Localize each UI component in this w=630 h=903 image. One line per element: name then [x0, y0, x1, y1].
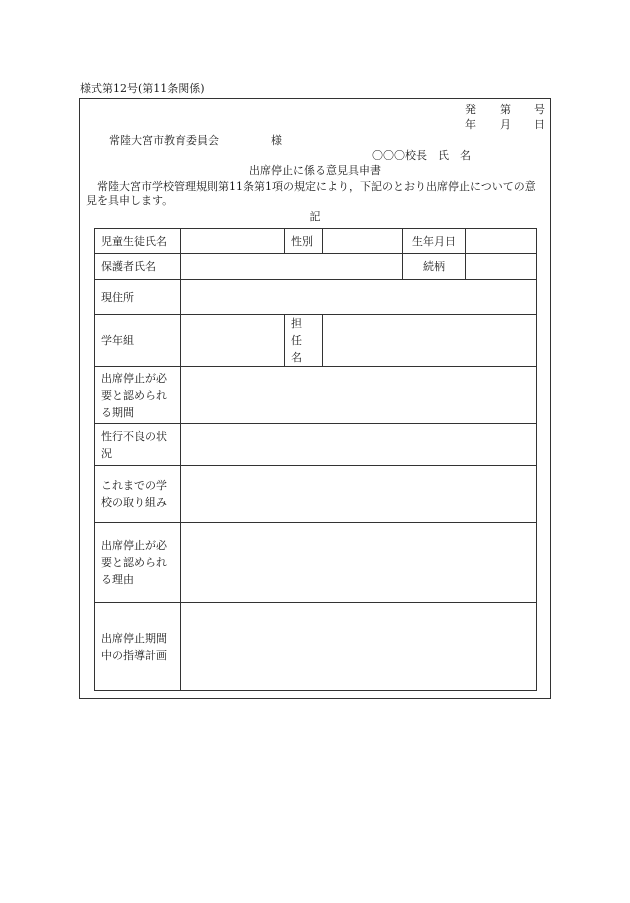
table-row [95, 280, 537, 315]
guardian-name-label: 保護者氏名 [95, 254, 181, 280]
birthdate-field[interactable] [466, 229, 537, 254]
issue-label: 発 [465, 103, 476, 116]
number-prefix-label: 第 [500, 103, 511, 116]
address-label: 現住所 [95, 280, 181, 315]
sex-label: 性別 [285, 229, 323, 254]
guidance-plan-label: 出席停止期間中の指導計画 [95, 603, 181, 691]
table-row [95, 254, 537, 280]
grade-class-field[interactable] [181, 315, 285, 367]
honorific: 様 [271, 134, 282, 147]
application-table [94, 228, 537, 691]
efforts-label: これまでの学校の取り組み [95, 466, 181, 523]
efforts-field[interactable] [181, 466, 537, 523]
guardian-name-field[interactable] [181, 254, 403, 280]
form-number-label: 様式第12号(第11条関係) [80, 82, 205, 95]
student-name-label: 児童生徒氏名 [95, 229, 181, 254]
ki-label: 記 [309, 210, 321, 223]
sender-line: 〇〇〇校長 氏 名 [372, 149, 471, 162]
birthdate-label: 生年月日 [403, 229, 466, 254]
year-label: 年 [465, 118, 476, 131]
reason-label: 出席停止が必要と認められる理由 [95, 523, 181, 603]
relation-label: 続柄 [403, 254, 466, 280]
reason-field[interactable] [181, 523, 537, 603]
month-label: 月 [500, 118, 511, 131]
misconduct-label: 性行不良の状況 [95, 424, 181, 466]
sex-field[interactable] [323, 229, 403, 254]
addressee: 常陸大宮市教育委員会 [109, 134, 219, 147]
suspension-period-label: 出席停止が必要と認められる期間 [95, 367, 181, 424]
table-row [95, 315, 537, 367]
table-row [95, 367, 537, 424]
table-row [95, 229, 537, 254]
table-row [95, 424, 537, 466]
body-text: 常陸大宮市学校管理規則第11条第1項の規定により，下記のとおり出席停止についての意見を具申します。 [86, 180, 536, 207]
number-suffix-label: 号 [534, 103, 545, 116]
table-row [95, 603, 537, 691]
table-row [95, 523, 537, 603]
table-row [95, 466, 537, 523]
misconduct-field[interactable] [181, 424, 537, 466]
grade-class-label: 学年組 [95, 315, 181, 367]
document-title: 出席停止に係る意見具申書 [249, 164, 381, 177]
address-field[interactable] [181, 280, 537, 315]
student-name-field[interactable] [181, 229, 285, 254]
homeroom-teacher-label: 担 任 名 [285, 315, 323, 367]
guidance-plan-field[interactable] [181, 603, 537, 691]
suspension-period-field[interactable] [181, 367, 537, 424]
relation-field[interactable] [466, 254, 537, 280]
day-label: 日 [534, 118, 545, 131]
homeroom-teacher-field[interactable] [323, 315, 537, 367]
